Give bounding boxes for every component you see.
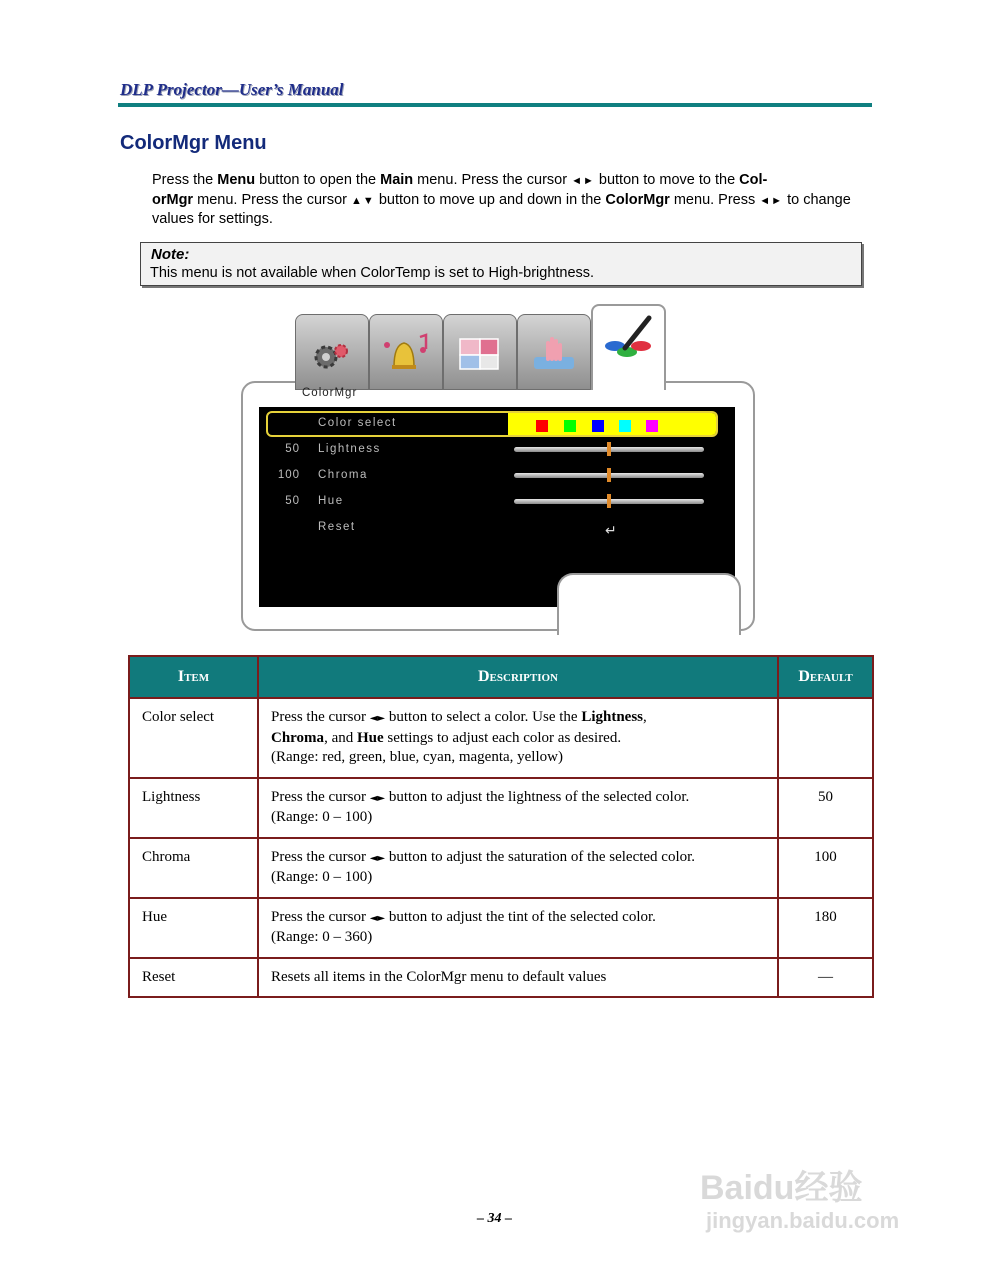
osd-row-value: 100 bbox=[277, 469, 300, 481]
baidu-watermark-url: jingyan.baidu.com bbox=[706, 1208, 900, 1233]
col-header-description: Description bbox=[258, 656, 778, 698]
cell-description: Resets all items in the ColorMgr menu to default values bbox=[258, 958, 778, 998]
note-text: This menu is not available when ColorTemp is set to High-brightness. bbox=[150, 265, 595, 281]
baidu-watermark: Baidu经验 bbox=[700, 1169, 863, 1207]
osd-menu-label: ColorMgr bbox=[302, 387, 358, 399]
up-down-arrows-icon: ▲▼ bbox=[351, 194, 375, 207]
osd-row-label: Lightness bbox=[318, 443, 381, 455]
cell-item: Hue bbox=[129, 898, 258, 958]
left-right-arrows-icon: ◄► bbox=[369, 912, 386, 924]
slider-knob[interactable] bbox=[607, 468, 611, 482]
windows-icon bbox=[444, 315, 516, 389]
swatch-magenta[interactable] bbox=[646, 420, 658, 432]
slider-knob[interactable] bbox=[607, 494, 611, 508]
page-number: – 34 – bbox=[477, 1211, 512, 1226]
table-row bbox=[129, 898, 873, 958]
cell-default: — bbox=[778, 958, 873, 998]
color-swatch-bar bbox=[508, 413, 716, 435]
osd-row-label: Hue bbox=[318, 495, 344, 507]
left-right-arrows-icon: ◄► bbox=[571, 175, 595, 187]
cell-description: Press the cursor ◄► button to adjust the tint of the selected color. (Range: 0 – 360) bbox=[258, 898, 778, 958]
osd-bottom-notch bbox=[557, 573, 741, 635]
cell-description: Press the cursor ◄► button to adjust the lightness of the selected color. (Range: 0 – 100) bbox=[258, 778, 778, 838]
chroma-slider[interactable] bbox=[514, 473, 704, 478]
header-rule bbox=[118, 103, 872, 107]
swatch-red[interactable] bbox=[536, 420, 548, 432]
colormgr-osd-figure bbox=[241, 303, 753, 629]
table-row bbox=[129, 778, 873, 838]
tab-alerts[interactable] bbox=[369, 314, 443, 390]
tab-display[interactable] bbox=[443, 314, 517, 390]
enter-icon[interactable]: ↵ bbox=[605, 522, 617, 538]
left-right-arrows-icon: ◄► bbox=[369, 852, 386, 864]
tab-colormgr[interactable] bbox=[591, 304, 666, 390]
cell-default: 180 bbox=[778, 898, 873, 958]
swatch-green[interactable] bbox=[564, 420, 576, 432]
osd-row-label[interactable]: Reset bbox=[318, 521, 356, 533]
cell-item: Reset bbox=[129, 958, 258, 998]
intro-paragraph: Press the Menu button to open the Main menu. Press the cursor ◄► button to move to the Col- orMgr menu. Press the cursor ▲▼ button to move up and down in the ColorMgr menu. Press ◄► to change values for settings. bbox=[152, 172, 851, 227]
hand-icon bbox=[518, 315, 590, 389]
section-title: ColorMgr Menu bbox=[120, 132, 267, 154]
table-row bbox=[129, 838, 873, 898]
cell-item: Color select bbox=[129, 698, 258, 778]
swatch-cyan[interactable] bbox=[619, 420, 631, 432]
note-title: Note: bbox=[151, 246, 190, 263]
tab-image[interactable] bbox=[517, 314, 591, 390]
bell-music-icon bbox=[370, 315, 442, 389]
lightness-slider[interactable] bbox=[514, 447, 704, 452]
tab-settings[interactable] bbox=[295, 314, 369, 390]
spec-table bbox=[128, 655, 874, 998]
swatch-blue[interactable] bbox=[592, 420, 604, 432]
cell-default: 50 bbox=[778, 778, 873, 838]
manual-header-title: DLP Projector—User’s Manual bbox=[120, 80, 344, 99]
osd-row-value: 50 bbox=[285, 495, 300, 507]
left-right-arrows-icon: ◄► bbox=[369, 713, 386, 724]
cell-item: Chroma bbox=[129, 838, 258, 898]
col-header-default: Default bbox=[778, 656, 873, 698]
table-row bbox=[129, 958, 873, 998]
cell-description: Press the cursor ◄► button to select a color. Use the Lightness, Chroma, and Hue settings to adjust each color as desired. (Range: red, green, blue, cyan, magenta, yellow) bbox=[258, 698, 778, 778]
cell-description: Press the cursor ◄► button to adjust the saturation of the selected color. (Range: 0 – 100) bbox=[258, 838, 778, 898]
gears-icon bbox=[296, 315, 368, 389]
col-header-item: Item bbox=[129, 656, 258, 698]
left-right-arrows-icon: ◄► bbox=[369, 792, 386, 804]
cell-item: Lightness bbox=[129, 778, 258, 838]
slider-knob[interactable] bbox=[607, 442, 611, 456]
note-box bbox=[140, 242, 862, 286]
left-right-arrows-icon: ◄► bbox=[759, 194, 784, 207]
palette-brush-icon bbox=[593, 306, 664, 390]
hue-slider[interactable] bbox=[514, 499, 704, 504]
table-row bbox=[129, 698, 873, 778]
cell-default: 100 bbox=[778, 838, 873, 898]
osd-row-value: 50 bbox=[285, 443, 300, 455]
table-header-row bbox=[129, 656, 873, 698]
osd-row-label: Color select bbox=[318, 417, 397, 429]
osd-row-label: Chroma bbox=[318, 469, 368, 481]
cell-default bbox=[778, 698, 873, 778]
